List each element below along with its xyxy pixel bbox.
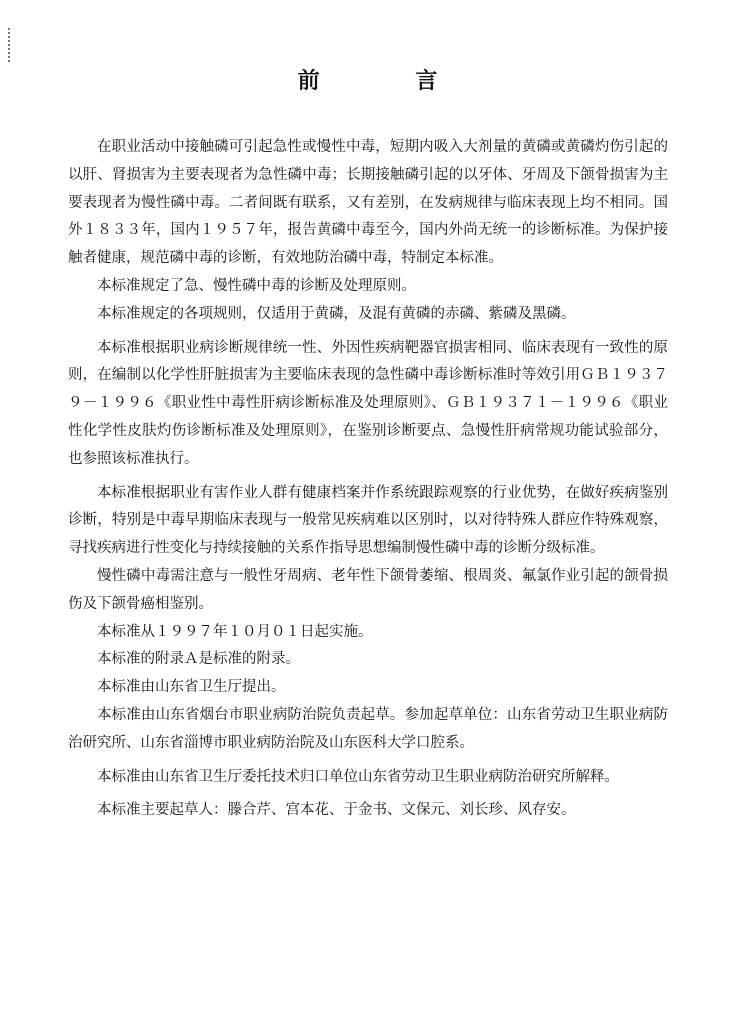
paragraph: 本标准从１９９７年１０月０１日起实施。 <box>97 623 373 640</box>
paragraph: 在职业活动中接触磷可引起急性或慢性中毒，短期内吸入大剂量的黄磷或黄磷灼伤引起的以肝、肾损害为主要表现者为急性磷中毒；长期接触磷引起的以牙体、牙周及下颌骨损害为主要表现者为慢性磷中毒。二者间既有联系，又有差别，在发病规律与临床表现上均不相同。国外１８３３年，国内１９５７年，报告黄磷中毒至今，国内外尚无统一的诊断标准。为保护接触者健康，规范磷中毒的诊断，有效地防治磷中毒，特制定本标准。 <box>68 139 668 267</box>
paragraph: 本标准规定的各项规则，仅适用于黄磷，及混有黄磷的赤磷、紫磷及黑磷。 <box>97 305 576 322</box>
foreword-body <box>68 134 668 825</box>
paragraph: 本标准由山东省烟台市职业病防治院负责起草。参加起草单位：山东省劳动卫生职业病防治研究所、山东省淄博市职业病防治院及山东医科大学口腔系。 <box>68 706 668 751</box>
paragraph: 本标准规定了急、慢性磷中毒的诊断及处理原则。 <box>97 277 416 294</box>
paragraph: 本标准的附录Ａ是标准的附录。 <box>97 651 300 668</box>
paragraph: 本标准根据职业有害作业人群有健康档案并作系统跟踪观察的行业优势，在做好疾病鉴别诊断，特别是中毒早期临床表现与一般常见疾病难以区别时，以对待特殊人群应作特殊观察，寻找疾病进行性变化与持续接触的关系作指导思想编制慢性磷中毒的诊断分级标准。 <box>68 484 668 557</box>
scan-margin-mark <box>8 28 12 62</box>
paragraph: 本标准由山东省卫生厅提出。 <box>97 679 286 696</box>
page-title: 前 言 <box>297 68 482 94</box>
paragraph: 本标准主要起草人：滕合芹、宫本花、于金书、文保元、刘长珍、风存安。 <box>97 802 576 819</box>
paragraph: 本标准由山东省卫生厅委托技术归口单位山东省劳动卫生职业病防治研究所解释。 <box>97 768 619 785</box>
paragraph: 本标准根据职业病诊断规律统一性、外因性疾病靶器官损害相同、临床表现有一致性的原则，在编制以化学性肝脏损害为主要临床表现的急性磷中毒诊断标准时等效引用ＧＢ１９３７９－１９９６《职业性中毒性肝病诊断标准及处理原则》、ＧＢ１９３７１－１９９６《职业性化学性皮肤灼伤诊断标准及处理原则》，在鉴别诊断要点、急慢性肝病常规功能试验部分，也参照该标准执行。 <box>68 339 668 467</box>
paragraph: 慢性磷中毒需注意与一般性牙周病、老年性下颌骨萎缩、根周炎、氟氯作业引起的颌骨损伤及下颌骨癌相鉴别。 <box>68 567 668 612</box>
